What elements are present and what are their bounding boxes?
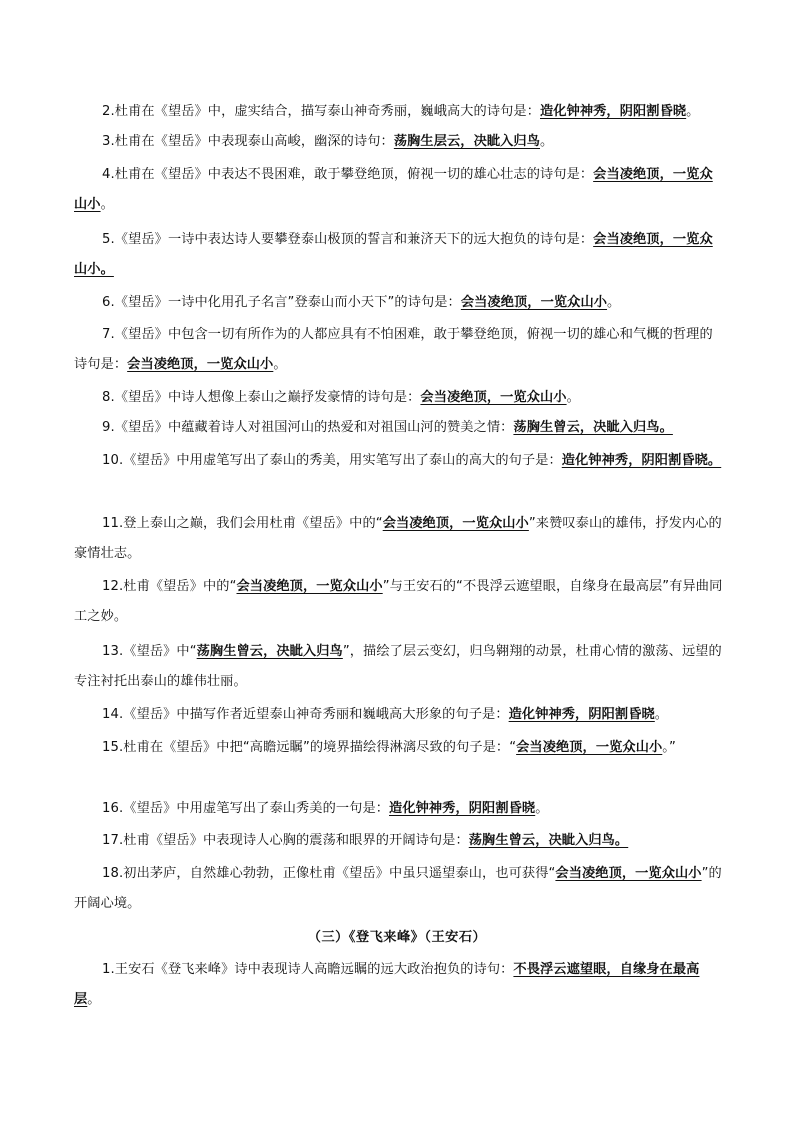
answer-text: 造化钟神秀，阴阳割昏晓。 <box>561 453 722 468</box>
item-number: 12. <box>102 579 124 594</box>
trailing-text: 。 <box>535 801 549 816</box>
list-item <box>74 383 724 413</box>
item-number: 3. <box>102 134 115 149</box>
question-text: 杜甫在《望岳》中把“高瞻远瞩”的境界描绘得淋漓尽致的句子是：“ <box>123 740 517 755</box>
question-text: 《望岳》一诗中表达诗人要攀登泰山极顶的誓言和兼济天下的远大抱负的诗句是： <box>114 232 594 247</box>
item-number: 14. <box>102 707 124 722</box>
question-text: 杜甫在《望岳》中，虚实结合，描写泰山神奇秀丽，巍峨高大的诗句是： <box>114 104 540 119</box>
question-text: 杜甫《望岳》中表现诗人心胸的震荡和眼界的开阔诗句是： <box>123 833 469 848</box>
list-item <box>74 572 724 631</box>
answer-text: 会当凌绝顶，一览众山小 <box>236 579 383 594</box>
trailing-text: ”来赞叹泰山的雄伟，抒发内心的豪情壮志。 <box>74 516 722 561</box>
list-item <box>74 955 724 1014</box>
trailing-text: ”，描绘了层云变幻，归鸟翱翔的动景，杜甫心情的激荡、远望的专注衬托出泰山的雄伟壮丽。 <box>74 644 722 689</box>
item-number: 17. <box>102 833 124 848</box>
section-heading: （三）《登飞来峰》（王安石） <box>307 930 487 945</box>
answer-text: 会当凌绝顶，一览众山小 <box>420 390 567 405</box>
question-text: 《望岳》中包含一切有所作为的人都应具有不怕困难，敢于攀登绝顶，俯视一切的雄心和气概的哲理的诗句是： <box>74 327 713 372</box>
question-text: 《望岳》中用虚笔写出了泰山秀美的一句是： <box>123 801 390 816</box>
list-item <box>74 794 724 824</box>
list-item <box>74 97 724 127</box>
question-text: 《望岳》一诗中化用孔子名言”登泰山而小天下”的诗句是： <box>114 295 461 310</box>
item-number: 11. <box>102 516 124 531</box>
list-item <box>74 446 724 476</box>
item-number: 16. <box>102 801 124 816</box>
trailing-text: 。 <box>607 295 621 310</box>
trailing-text: 。 <box>273 356 287 372</box>
trailing-text: 。 <box>686 104 700 119</box>
trailing-text: 。 <box>566 390 580 405</box>
answer-text: 会当凌绝顶，一览众山小 <box>516 740 663 755</box>
item-number: 4. <box>102 167 115 182</box>
item-number: 15. <box>102 740 124 755</box>
answer-text: 造化钟神秀，阴阳割昏晓 <box>508 707 655 722</box>
list-item <box>74 859 724 918</box>
trailing-text: 。 <box>100 196 114 212</box>
answer-text: 造化钟神秀，阴阳割昏晓 <box>540 104 687 119</box>
question-text: 《望岳》中“ <box>123 644 197 659</box>
item-number: 8. <box>102 390 115 405</box>
question-text: 王安石《登飞来峰》诗中表现诗人高瞻远瞩的远大政治抱负的诗句： <box>114 962 514 977</box>
answer-text: 会当凌绝顶，一览众山小 <box>127 356 274 372</box>
question-text: 杜甫在《望岳》中表达不畏困难，敢于攀登绝顶，俯视一切的雄心壮志的诗句是： <box>114 167 594 182</box>
list-item <box>74 413 724 443</box>
trailing-text: 。 <box>540 134 554 149</box>
question-text: 《望岳》中描写作者近望泰山神奇秀丽和巍峨高大形象的句子是： <box>123 707 509 722</box>
list-item <box>74 160 724 219</box>
item-number: 7. <box>102 327 115 342</box>
answer-text: 会当凌绝顶，一览众山小 <box>460 295 608 310</box>
item-number: 6. <box>102 295 115 310</box>
list-item <box>74 733 724 763</box>
answer-text: 不畏浮云遮望眼，自缘身在最高层 <box>74 962 700 1007</box>
item-number: 9. <box>102 420 115 435</box>
trailing-text: ”与王安石的“不畏浮云遮望眼，自缘身在最高层”有异曲同工之妙。 <box>74 579 723 624</box>
answer-text: 会当凌绝顶，一览众山小 <box>555 866 702 881</box>
answer-text: 造化钟神秀，阴阳割昏晓 <box>389 801 536 816</box>
trailing-text: 。” <box>662 740 676 755</box>
item-number: 10. <box>102 453 124 468</box>
answer-text: 会当凌绝顶，一览众山小。 <box>74 232 713 277</box>
answer-text: 会当凌绝顶，一览众山小 <box>382 516 529 531</box>
trailing-text: 。 <box>87 991 101 1007</box>
list-item <box>74 225 724 284</box>
question-text: 杜甫《望岳》中的“ <box>123 579 237 594</box>
question-text: 《望岳》中诗人想像上泰山之巅抒发豪情的诗句是： <box>114 390 421 405</box>
item-number: 18. <box>102 866 124 881</box>
item-number: 5. <box>102 232 115 247</box>
trailing-text: ”的开阔心境。 <box>74 866 722 911</box>
question-text: 初出茅庐，自然雄心勃勃，正像杜甫《望岳》中虽只遥望泰山，也可获得“ <box>123 866 556 881</box>
answer-text: 会当凌绝顶，一览众山小 <box>74 167 713 212</box>
list-item <box>74 637 724 696</box>
item-number: 2. <box>102 104 115 119</box>
list-item <box>74 288 724 318</box>
item-number: 13. <box>102 644 124 659</box>
list-item <box>74 320 724 379</box>
trailing-text: 。 <box>654 707 669 722</box>
question-text: 《望岳》中用虚笔写出了泰山的秀美，用实笔写出了泰山的高大的句子是： <box>123 453 562 468</box>
answer-text: 荡胸生曾云，决眦入归鸟。 <box>468 833 629 848</box>
list-item <box>74 127 724 157</box>
question-text: 杜甫在《望岳》中表现泰山高峻，幽深的诗句： <box>114 134 394 149</box>
list-item <box>74 509 724 568</box>
item-number: 1. <box>102 962 115 977</box>
question-text: 登上泰山之巅，我们会用杜甫《望岳》中的“ <box>123 516 383 531</box>
answer-text: 荡胸生曾云，决眦入归鸟。 <box>513 420 673 435</box>
list-item <box>74 826 724 856</box>
answer-text: 荡胸生层云，决眦入归鸟 <box>393 134 541 149</box>
question-text: 《望岳》中蕴藏着诗人对祖国河山的热爱和对祖国山河的赞美之情： <box>114 420 514 435</box>
list-item <box>74 700 724 730</box>
answer-text: 荡胸生曾云，决眦入归鸟 <box>196 644 343 659</box>
